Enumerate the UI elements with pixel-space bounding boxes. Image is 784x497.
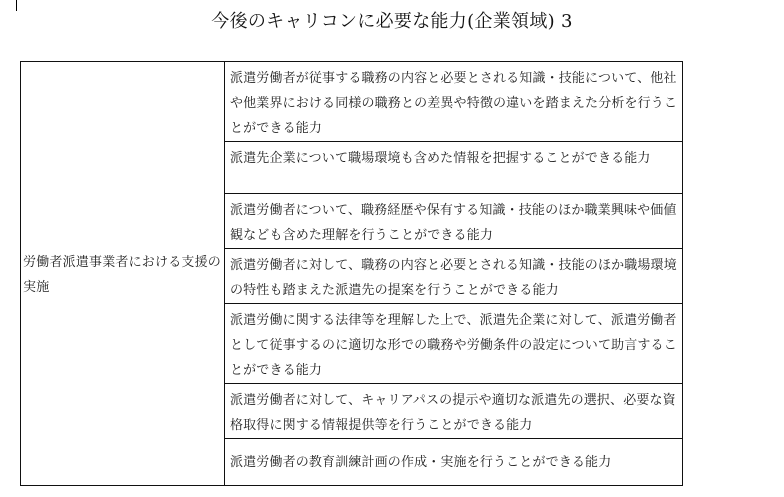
ability-cell-3: 派遣労働者について、職務経歴や保有する知識・技能のほか職業興味や価値観なども含めた理解を行うことができる能力 <box>225 194 683 249</box>
page-title: 今後のキャリコンに必要な能力(企業領域) 3 <box>211 11 573 32</box>
ability-cell-7: 派遣労働者の教育訓練計画の作成・実施を行うことができる能力 <box>225 439 683 486</box>
ability-cell-6: 派遣労働者に対して、キャリアパスの提示や適切な派遣先の選択、必要な資格取得に関する情報提供等を行うことができる能力 <box>225 384 683 439</box>
category-cell <box>21 62 225 486</box>
ability-cell-5: 派遣労働に関する法律等を理解した上で、派遣先企業に対して、派遣労働者として従事するのに適切な形での職務や労働条件の設定について助言することができる能力 <box>225 304 683 384</box>
ability-table <box>20 61 683 486</box>
ability-cell-2: 派遣先企業について職場環境も含めた情報を把握することができる能力 <box>225 142 683 194</box>
ability-cell-1: 派遣労働者が従事する職務の内容と必要とされる知識・技能について、他社や他業界における同様の職務との差異や特徴の違いを踏まえた分析を行うことができる能力 <box>225 62 683 142</box>
table-row <box>21 62 683 142</box>
ability-cell-4: 派遣労働者に対して、職務の内容と必要とされる知識・技能のほか職場環境の特性も踏まえた派遣先の提案を行うことができる能力 <box>225 249 683 304</box>
category-label: 労働者派遣事業者における支援の実施 <box>23 254 222 295</box>
